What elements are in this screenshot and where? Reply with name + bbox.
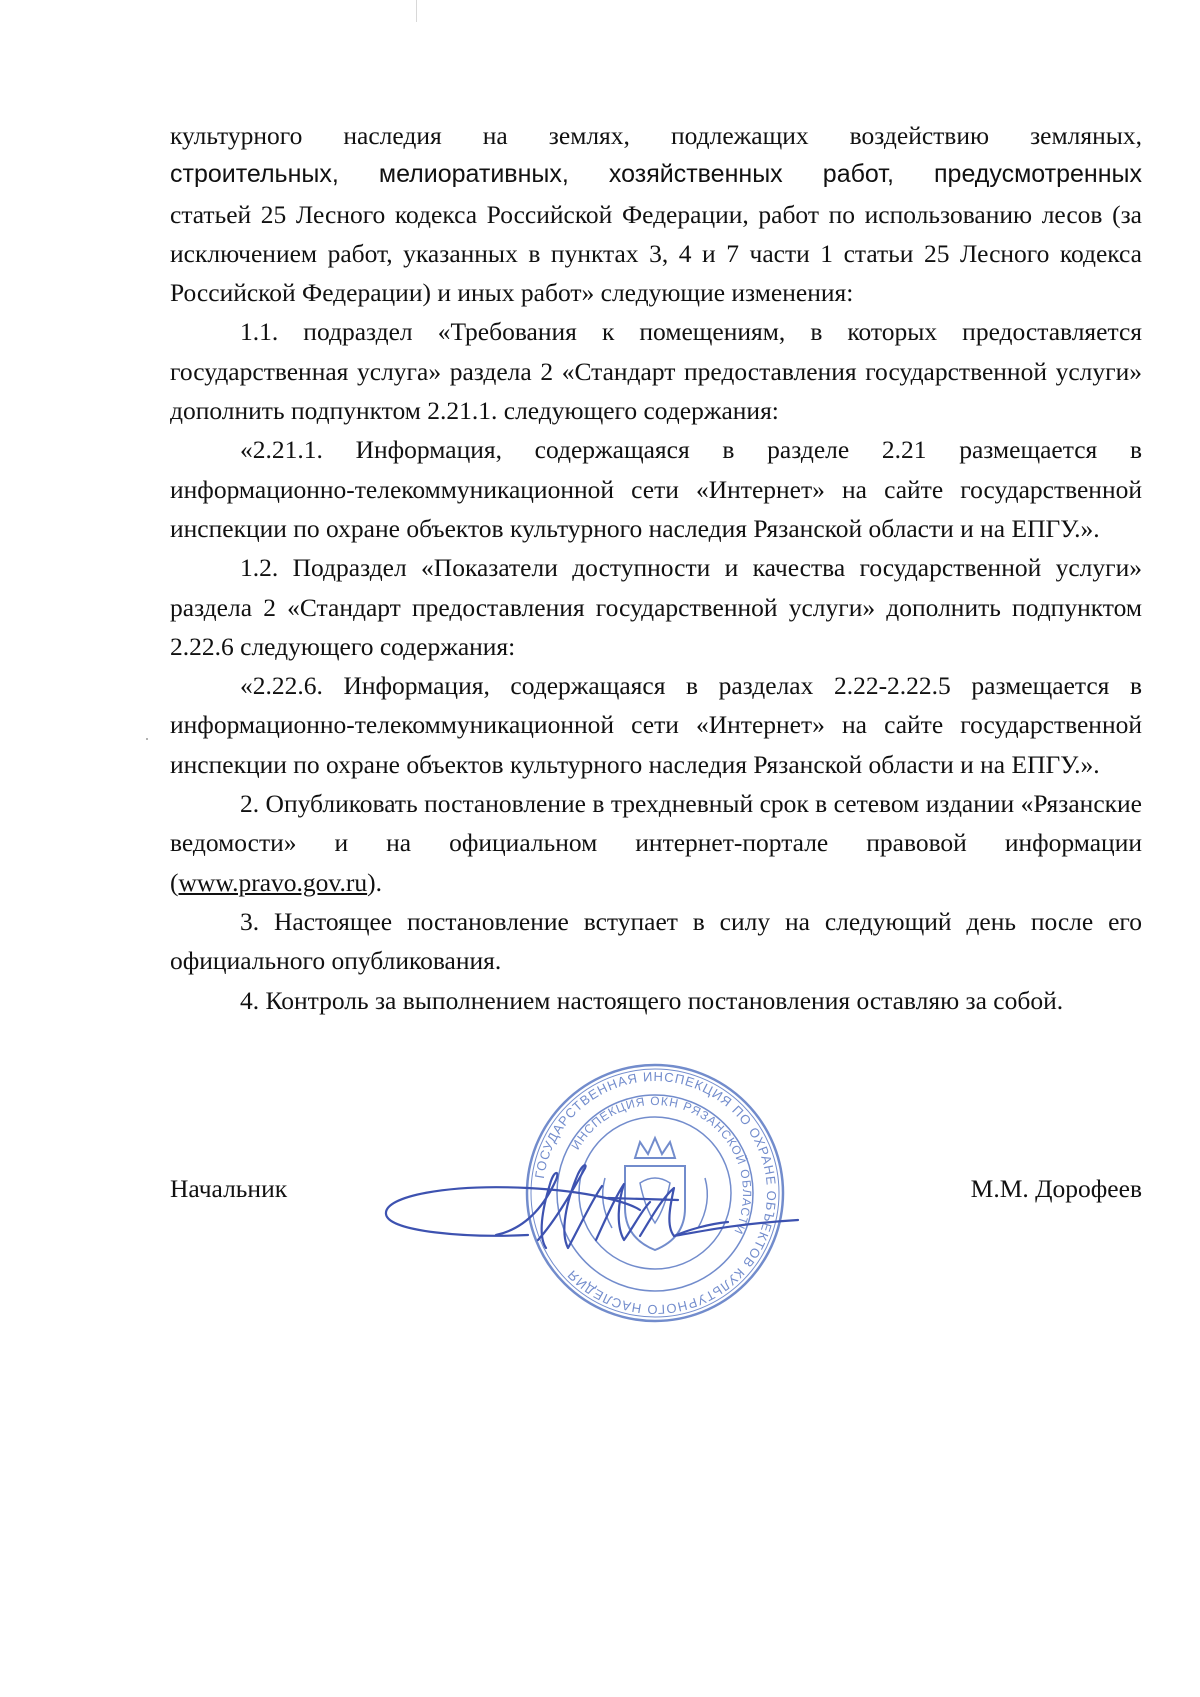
signer-name: М.М. Дорофеев — [970, 1174, 1142, 1203]
document-body — [170, 116, 1142, 1020]
handwritten-signature — [378, 1140, 808, 1270]
paragraph-1-1: 1.1. подраздел «Требования к помещениям, в которых предоставляется государственная услуга» раздела 2 «Стандарт предоставления государственной услуги» дополнить подпунктом 2.21.1. следующего содержания: — [170, 317, 1142, 426]
intro-line-2: строительных, мелиоративных, хозяйственных работ, предусмотренных — [170, 160, 1142, 189]
paragraph-2-tail: ). — [367, 867, 382, 897]
paragraph-4: 4. Контроль за выполнением настоящего постановления оставляю за собой. — [240, 985, 1064, 1015]
paragraph-2-text: 2. Опубликовать постановление в трехдневный срок в сетевом издании «Рязанские ведомости» и на официальном интернет-портале правовой информации ( — [170, 789, 1142, 897]
intro-line-1: культурного наследия на землях, подлежащих воздействию земляных, — [170, 121, 1142, 150]
signer-title: Начальник — [170, 1174, 288, 1203]
paragraph-2 — [170, 784, 1142, 902]
paragraph-quote-2-21-1: «2.21.1. Информация, содержащаяся в разделе 2.21 размещается в информационно-телекоммуникационной сети «Интернет» на сайте государственной инспекции по охране объектов культурного наследия Рязанской области и на ЕПГУ.». — [170, 435, 1142, 543]
intro-rest: статьей 25 Лесного кодекса Российской Федерации, работ по использованию лесов (за исключением работ, указанных в пунктах 3, 4 и 7 части 1 статьи 25 Лесного кодекса Российской Федерации) и иных работ» следующие изменения: — [170, 199, 1142, 308]
paragraph-1-2: 1.2. Подраздел «Показатели доступности и качества государственной услуги» раздела 2 «Стандарт предоставления государственной услуги» дополнить подпунктом 2.22.6 следующего содержания: — [170, 553, 1142, 661]
scan-edge-mark — [416, 0, 417, 22]
svg-text:ГОСУДАРСТВЕННАЯ ИНСПЕКЦИЯ ПО О: ГОСУДАРСТВЕННАЯ ИНСПЕКЦИЯ ПО ОХРАНЕ ОБЪЕКТОВ КУЛЬТУРНОГО НАСЛЕДИЯ — [531, 1068, 780, 1318]
paragraph-3: 3. Настоящее постановление вступает в силу на следующий день после его официального опубликования. — [170, 906, 1142, 976]
svg-text:ИНСПЕКЦИЯ ОКН РЯЗАНСКОЙ ОБЛАСТ: ИНСПЕКЦИЯ ОКН РЯЗАНСКОЙ ОБЛАСТИ — [568, 1093, 755, 1237]
scan-speck — [146, 738, 148, 740]
paragraph-quote-2-22-6: «2.22.6. Информация, содержащаяся в разделах 2.22-2.22.5 размещается в информационно-телекоммуникационной сети «Интернет» на сайте государственной инспекции по охране объектов культурного наследия Рязанской области и на ЕПГУ.». — [170, 671, 1142, 779]
pravo-link[interactable]: www.pravo.gov.ru — [178, 867, 368, 897]
